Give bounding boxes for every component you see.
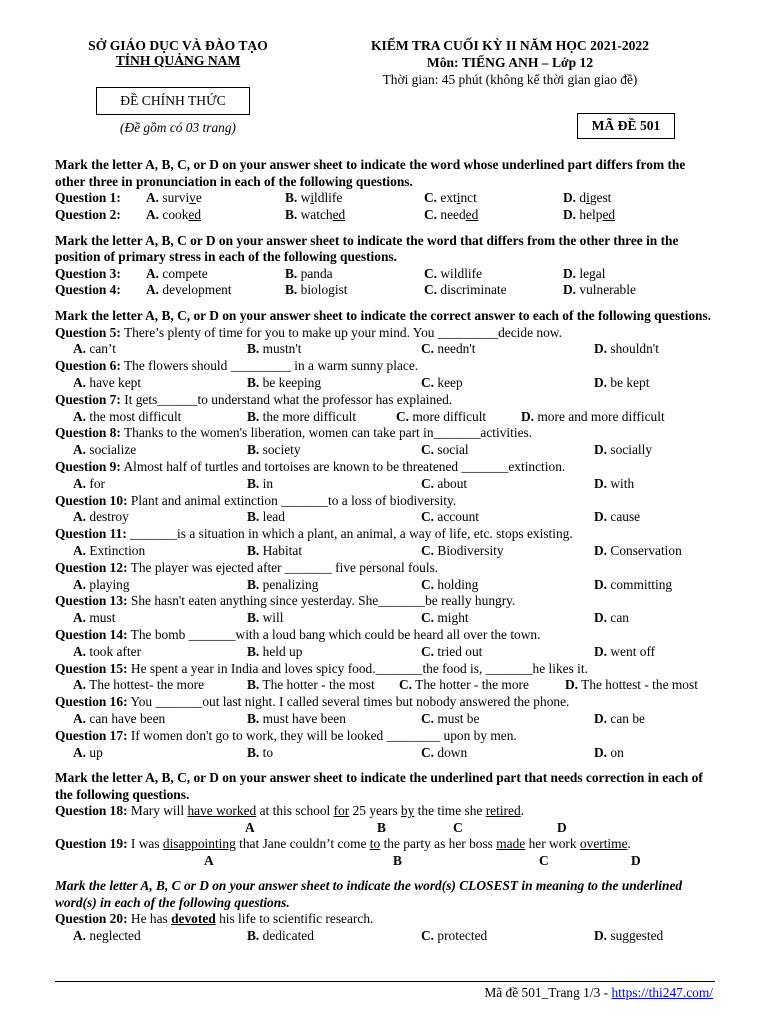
question-5-options xyxy=(55,341,715,358)
option-b: B. will xyxy=(247,610,284,626)
footer-link[interactable]: https://thi247.com/ xyxy=(611,985,713,1000)
option-b: B. society xyxy=(247,442,301,458)
option-d: D. vulnerable xyxy=(563,282,636,298)
option-a: A. survive xyxy=(146,190,202,205)
option-a: A. development xyxy=(146,282,232,298)
option-d: D. be kept xyxy=(594,375,650,391)
option-b: B. held up xyxy=(247,643,303,659)
option-a: A. Extinction xyxy=(73,543,146,559)
option-d: D. legal xyxy=(563,265,606,281)
option-a: A. took after xyxy=(73,643,142,659)
question-8-options xyxy=(55,442,715,459)
question-stem: You _______out last night. I called several times but nobody answered the phone. xyxy=(130,694,570,710)
section-correct-answer xyxy=(55,308,715,761)
question-19-letters: A B C D xyxy=(204,853,641,868)
option-a: A. cooked xyxy=(146,206,202,222)
question-3: Question 3: A. compete B. panda C. wildlife D. legal xyxy=(55,265,606,281)
question-16-options xyxy=(55,711,715,728)
exam-code-box: MÃ ĐỀ 501 xyxy=(577,113,675,139)
question-stem: _______is a situation in which a plant, an animal, a way of life, etc. stops existing. xyxy=(130,526,573,542)
option-c: C. might xyxy=(421,610,469,626)
question-stem: Plant and animal extinction _______to a loss of biodiversity. xyxy=(130,492,457,508)
exam-title: KIỂM TRA CUỐI KỲ II NĂM HỌC 2021-2022 xyxy=(370,38,650,53)
option-d: D. can xyxy=(594,610,629,626)
page-count-note: (Đề gồm có 03 trang) xyxy=(119,120,237,135)
question-stem: She hasn't eaten anything since yesterday. She_______be really hungry. xyxy=(130,593,516,609)
question-2: Question 2: A. cooked B. watched C. needed D. helped xyxy=(55,206,616,222)
department-name: SỞ GIÁO DỤC VÀ ĐÀO TẠO xyxy=(88,38,268,53)
page-footer xyxy=(484,985,713,1001)
question-6: Question 6: The flowers should _________ in a warm sunny place. xyxy=(55,358,419,374)
option-a: A. socialize xyxy=(73,442,137,458)
question-stem: He spent a year in India and loves spicy food._______the food is, _______he likes it. xyxy=(130,660,588,676)
option-d: D. socially xyxy=(594,442,653,458)
option-d: D. shouldn't xyxy=(594,341,659,357)
option-c: C. keep xyxy=(421,375,463,391)
option-b: B. watched xyxy=(285,206,346,222)
option-b: B. be keeping xyxy=(247,375,322,391)
option-d: D. can be xyxy=(594,711,645,727)
question-14-options xyxy=(55,644,715,661)
question-10: Question 10: Plant and animal extinction _______to a loss of biodiversity. xyxy=(55,492,457,508)
option-d: D. helped xyxy=(563,206,616,222)
option-c: C. holding xyxy=(421,576,479,592)
option-d: D. suggested xyxy=(594,927,664,943)
option-d: D. with xyxy=(594,475,635,491)
question-11: Question 11: _______is a situation in which a plant, an animal, a way of life, etc. stops existing. xyxy=(55,526,573,542)
department-header xyxy=(58,38,298,69)
option-b: B. the more difficult xyxy=(247,408,357,424)
question-12-options xyxy=(55,577,715,594)
option-d: D. cause xyxy=(594,509,641,525)
question-13-options xyxy=(55,610,715,627)
option-c: C. down xyxy=(421,744,468,760)
option-c: C. must be xyxy=(421,711,480,727)
question-20: Question 20: He has devoted his life to scientific research. xyxy=(55,911,374,926)
option-d: D. digest xyxy=(563,190,612,205)
option-a: A. neglected xyxy=(73,927,141,943)
section-instruction: Mark the letter A, B, C or D on your answer sheet to indicate the word(s) CLOSEST in meaning to the underlined word(s) in each of the following questions. xyxy=(55,878,683,910)
province-name: TỈNH QUẢNG NAM xyxy=(115,53,241,68)
option-c: C. discriminate xyxy=(424,282,507,298)
option-c: C. protected xyxy=(421,927,488,943)
option-c: C. needn't xyxy=(421,341,476,357)
option-b: B. to xyxy=(247,744,274,760)
question-10-options xyxy=(55,509,715,526)
option-b: B. Habitat xyxy=(247,543,303,559)
question-12: Question 12: The player was ejected after _______ five personal fouls. xyxy=(55,559,439,575)
option-a: A. for xyxy=(73,475,106,491)
exam-content xyxy=(55,157,715,945)
option-c: C. account xyxy=(421,509,480,525)
footer-page-label: Mã đề 501_Trang 1/3 - xyxy=(484,985,612,1000)
option-b: B. The hotter - the most xyxy=(247,677,375,693)
option-b: B. must have been xyxy=(247,711,346,727)
option-b: B. wildlife xyxy=(285,190,343,205)
question-1: Question 1: A. survive B. wildlife C. extinct D. digest xyxy=(55,190,612,205)
question-9-options xyxy=(55,476,715,493)
option-a: A. up xyxy=(73,744,103,760)
question-18-letters: A B C D xyxy=(245,820,567,836)
question-4: Question 4: A. development B. biologist C. discriminate D. vulnerable xyxy=(55,282,636,298)
option-b: B. penalizing xyxy=(247,576,319,592)
question-17: Question 17: If women don't go to work, they will be looked ________ upon by men. xyxy=(55,727,517,743)
option-a: A. have kept xyxy=(73,375,142,391)
question-15: Question 15: He spent a year in India and loves spicy food._______the food is, _______he likes it. xyxy=(55,660,588,676)
question-stem: The bomb _______with a loud bang which could be heard all over the town. xyxy=(130,627,541,643)
option-b: B. in xyxy=(247,475,274,491)
question-16: Question 16: You _______out last night. I called several times but nobody answered the phone. xyxy=(55,694,570,710)
question-7-options xyxy=(55,409,715,426)
question-stem: Almost half of turtles and tortoises are known to be threatened _______extinction. xyxy=(123,459,566,475)
question-15-options xyxy=(55,677,715,694)
footer-divider xyxy=(55,981,715,982)
section-instruction: Mark the letter A, B, C, or D on your answer sheet to indicate the correct answer to each of the following questions. xyxy=(55,308,712,324)
question-stem: The flowers should _________ in a warm sunny place. xyxy=(123,358,419,374)
option-c: C. needed xyxy=(424,206,479,222)
question-7: Question 7: It gets______to understand what the professor has explained. xyxy=(55,391,453,407)
section-error-correction xyxy=(55,770,715,869)
question-stem: Thanks to the women's liberation, women can take part in_______activities. xyxy=(123,425,533,441)
option-b: B. panda xyxy=(285,265,333,281)
official-exam-box: ĐỀ CHÍNH THỨC xyxy=(96,87,250,115)
question-20-options xyxy=(55,928,715,945)
option-a: A. can’t xyxy=(73,341,116,357)
section-closest-meaning xyxy=(55,878,715,945)
time-allowed: Thời gian: 45 phút (không kể thời gian giao đề) xyxy=(382,72,638,87)
option-d: D. more and more difficult xyxy=(521,408,665,424)
option-c: C. social xyxy=(421,442,469,458)
option-d: D. committing xyxy=(594,576,673,592)
section-instruction: Mark the letter A, B, C, or D on your answer sheet to indicate the word whose underlined part differs from the other three in pronunciation in each of the following questions. xyxy=(55,157,686,189)
option-b: B. dedicated xyxy=(247,927,314,943)
question-5: Question 5: There’s plenty of time for you to make up your mind. You _________decide now. xyxy=(55,324,562,340)
question-6-options xyxy=(55,375,715,392)
question-11-options xyxy=(55,543,715,560)
option-c: C. tried out xyxy=(421,643,483,659)
question-stem: It gets______to understand what the professor has explained. xyxy=(124,391,453,407)
question-stem: If women don't go to work, they will be looked ________ upon by men. xyxy=(130,727,517,743)
section-instruction: Mark the letter A, B, C or D on your answer sheet to indicate the word that differs from the other three in the position of primary stress in each of the following questions. xyxy=(55,232,679,265)
option-a: A. The hottest- the more xyxy=(73,677,205,693)
question-17-options xyxy=(55,745,715,762)
option-a: A. playing xyxy=(73,576,130,592)
option-c: C. Biodiversity xyxy=(421,543,504,559)
section-stress xyxy=(55,233,715,300)
option-b: B. mustn't xyxy=(247,341,302,357)
section-instruction: Mark the letter A, B, C, or D on your answer sheet to indicate the underlined part that needs correction in each of the following questions. xyxy=(55,770,703,802)
section-pronunciation xyxy=(55,157,715,224)
option-a: A. destroy xyxy=(73,509,129,525)
question-9: Question 9: Almost half of turtles and tortoises are known to be threatened _______extinction. xyxy=(55,459,566,475)
option-a: A. must xyxy=(73,610,116,626)
question-19: Question 19: I was disappointing that Jane couldn’t come to the party as her boss made her work overtime. xyxy=(55,836,631,852)
option-d: D. Conservation xyxy=(594,543,682,559)
question-stem: The player was ejected after _______ five personal fouls. xyxy=(130,559,439,575)
subject-grade: Môn: TIẾNG ANH – Lớp 12 xyxy=(426,55,594,70)
question-8: Question 8: Thanks to the women's liberation, women can take part in_______activities. xyxy=(55,425,533,441)
option-b: B. biologist xyxy=(285,282,348,298)
option-c: C. about xyxy=(421,475,468,491)
question-14: Question 14: The bomb _______with a loud bang which could be heard all over the town. xyxy=(55,627,541,643)
question-13: Question 13: She hasn't eaten anything since yesterday. She_______be really hungry. xyxy=(55,593,516,609)
option-d: D. on xyxy=(594,744,624,760)
question-stem: There’s plenty of time for you to make up your mind. You _________decide now. xyxy=(123,324,562,340)
option-c: C. more difficult xyxy=(396,408,487,424)
option-a: A. compete xyxy=(146,265,208,281)
option-b: B. lead xyxy=(247,509,285,525)
option-a: A. can have been xyxy=(73,711,166,727)
option-d: D. went off xyxy=(594,643,656,659)
question-18: Question 18: Mary will have worked at this school for 25 years by the time she retired. xyxy=(55,803,525,819)
option-c: C. wildlife xyxy=(424,265,483,281)
option-c: C. The hotter - the more xyxy=(399,677,529,693)
option-c: C. extinct xyxy=(424,190,477,205)
exam-title-block xyxy=(330,38,690,88)
option-a: A. the most difficult xyxy=(73,408,182,424)
option-d: D. The hottest - the most xyxy=(565,677,698,693)
